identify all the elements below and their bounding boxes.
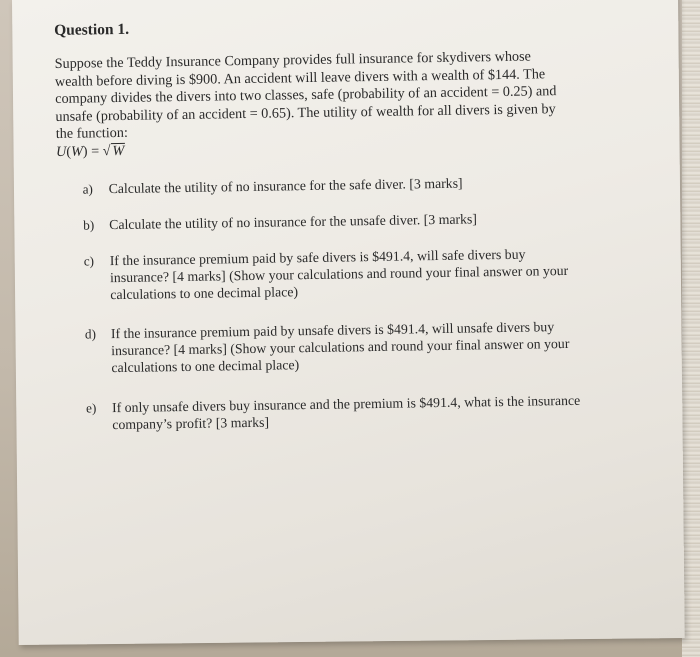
- intro-text: Suppose the Teddy Insurance Company provides full insurance for skydivers whose wealth before diving is $900. An accident will leave divers with a wealth of $144. The company divides the divers into two classes, safe (probability of an accident = 0.25) and unsafe (probability of an accident = 0.65). The utility of wealth for all divers is given by the function:: [54, 48, 557, 142]
- question-intro: [55, 48, 572, 161]
- part-text: If the insurance premium paid by unsafe divers is $491.4, will unsafe divers buy insurance? [4 marks] (Show your calculations and round your final answer on your calculations to one decimal place): [110, 319, 570, 376]
- part-text: Calculate the utility of no insurance for the safe diver. [3 marks]: [108, 175, 463, 197]
- formula-argument: W: [70, 143, 83, 160]
- part-label: a): [82, 181, 93, 197]
- question-title: Question 1.: [54, 20, 130, 39]
- part-label: c): [83, 253, 95, 269]
- part-d: [85, 318, 587, 377]
- utility-formula: U(W) = √ W: [55, 142, 125, 160]
- part-text: Calculate the utility of no insurance for the unsafe diver. [3 marks]: [109, 211, 478, 233]
- part-text: If the insurance premium paid by safe divers is $491.4, will safe divers buy insurance? [4 marks] (Show your calculations and round your final answer on your calculations to one decimal place): [109, 246, 569, 303]
- formula-equals: =: [90, 142, 100, 159]
- formula-function: U: [55, 143, 67, 160]
- formula-sqrt-argument: W: [112, 142, 125, 159]
- question-parts-list: [56, 172, 620, 434]
- part-a: [82, 173, 583, 198]
- page-stack-edge: [682, 0, 700, 657]
- part-label: b): [83, 217, 95, 233]
- question-document: [54, 13, 620, 434]
- part-c: [84, 245, 586, 304]
- part-text: If only unsafe divers buy insurance and the premium is $491.4, what is the insurance company’s profit? [3 marks]: [111, 392, 581, 433]
- part-label: d): [84, 326, 97, 342]
- part-b: [83, 209, 584, 234]
- part-label: e): [85, 400, 97, 416]
